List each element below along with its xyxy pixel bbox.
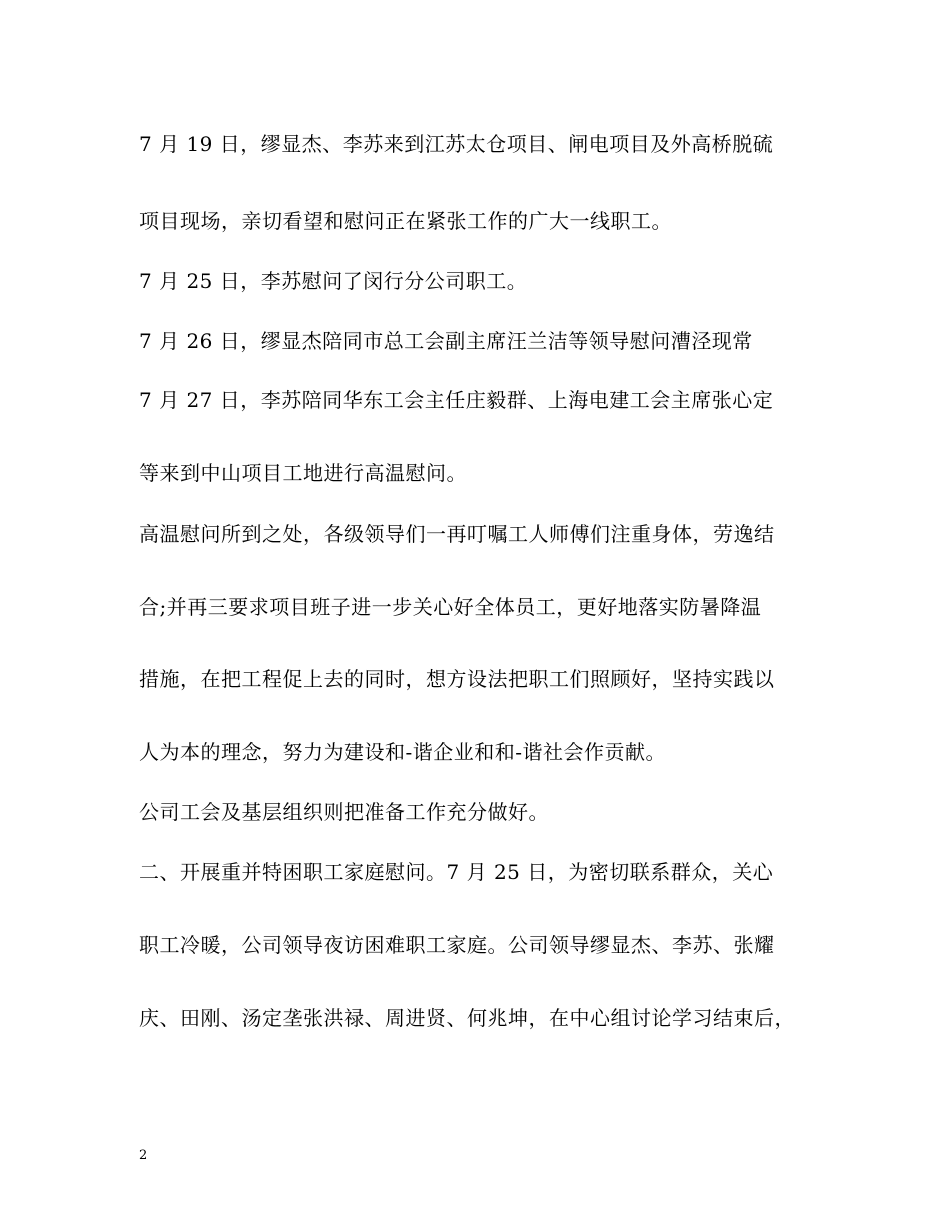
text-line-3: 7 月 25 日，李苏慰问了闵行分公司职工。 <box>139 269 528 293</box>
text-line-6: 等来到中山项目工地进行高温慰问。 <box>139 461 467 485</box>
text-line-13: 职工冷暖，公司领导夜访困难职工家庭。公司领导缪显杰、李苏、张耀 <box>139 933 775 957</box>
text-line-4: 7 月 26 日，缪显杰陪同市总工会副主席汪兰洁等领导慰问漕泾现常 <box>139 329 753 353</box>
text-line-9: 措施，在把工程促上去的同时，想方设法把职工们照顾好，坚持实践以 <box>139 667 775 691</box>
text-line-5: 7 月 27 日，李苏陪同华东工会主任庄毅群、上海电建工会主席张心定 <box>139 388 774 412</box>
text-line-7: 高温慰问所到之处，各级领导们一再叮嘱工人师傅们注重身体，劳逸结 <box>139 522 775 546</box>
page-number: 2 <box>139 1148 148 1163</box>
text-line-8: 合;并再三要求项目班子进一步关心好全体员工，更好地落实防暑降温 <box>139 595 762 619</box>
text-line-1: 7 月 19 日，缪显杰、李苏来到江苏太仓项目、闸电项目及外高桥脱硫 <box>139 132 774 156</box>
text-line-2: 项目现场，亲切看望和慰问正在紧张工作的广大一线职工。 <box>139 209 672 233</box>
text-line-10: 人为本的理念，努力为建设和-谐企业和和-谐社会作贡献。 <box>139 740 667 764</box>
text-line-11: 公司工会及基层组织则把准备工作充分做好。 <box>139 800 549 824</box>
text-line-12: 二、开展重并特困职工家庭慰问。7 月 25 日，为密切联系群众，关心 <box>139 860 774 884</box>
text-line-14: 庆、田刚、汤定垄张洪禄、周进贤、何兆坤，在中心组讨论学习结束后， <box>139 1006 795 1030</box>
